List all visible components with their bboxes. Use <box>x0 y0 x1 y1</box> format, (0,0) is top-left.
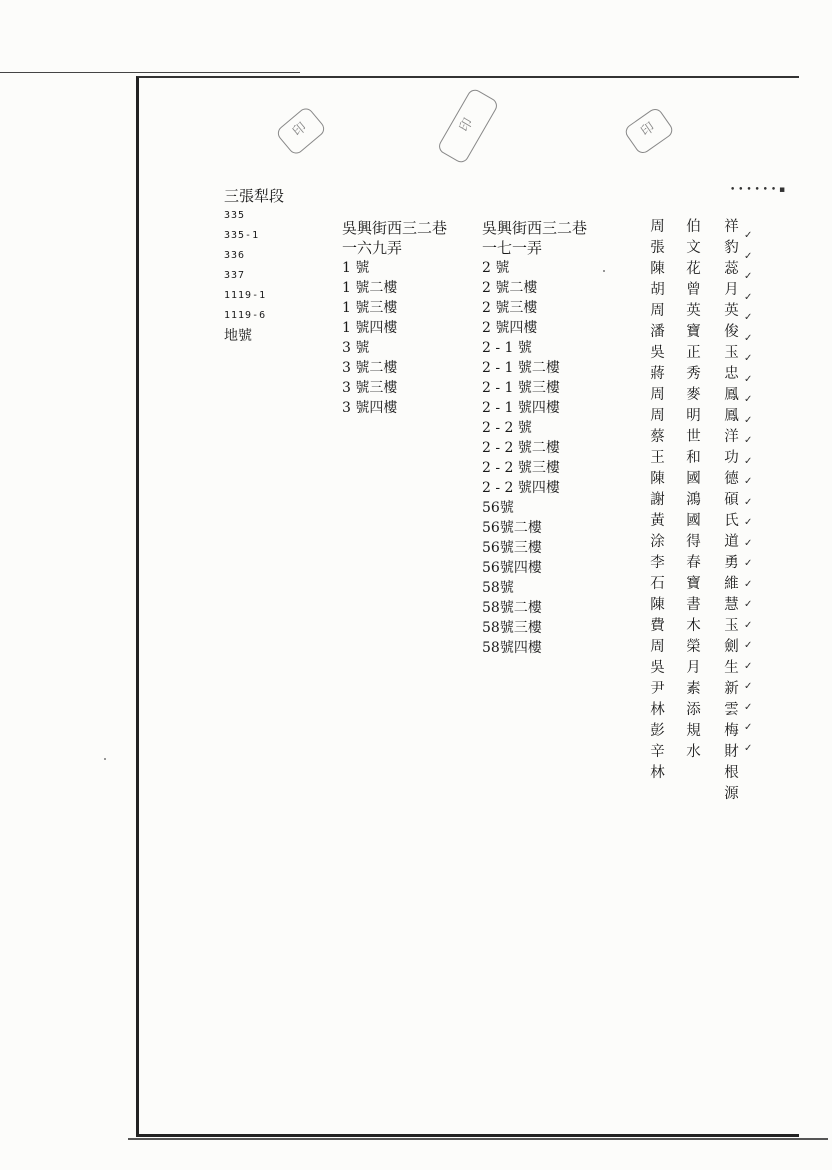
address-line: 3 號 <box>342 340 370 356</box>
address-line: 2 號二樓 <box>482 280 538 296</box>
corner-mark-icon: • • • • • • ▪ <box>730 185 786 195</box>
address-line: 1 號四樓 <box>342 320 398 336</box>
seal-stamp-icon: 印 <box>436 87 500 165</box>
address-line: 3 號二樓 <box>342 360 398 376</box>
address-line: 58號二樓 <box>482 600 542 616</box>
address-line: 2 - 1 號三樓 <box>482 380 560 396</box>
address-line: 56號二樓 <box>482 520 542 536</box>
address-line: 2 - 1 號二樓 <box>482 360 560 376</box>
address-street: 吳興街西三二巷 <box>342 219 448 237</box>
address-line: 58號 <box>482 580 514 596</box>
scan-bottom-line <box>128 1138 828 1140</box>
checkmark-tick-icon: ✓ ✓ ✓ ✓ ✓ ✓ ✓ ✓ ✓ ✓ ✓ ✓ ✓ ✓ ✓ ✓ ✓ ✓ ✓ ✓ ✓ ✓ ✓ ✓ ✓ ✓ <box>744 230 753 754</box>
address-column-171 <box>482 218 587 658</box>
address-line: 56號四樓 <box>482 560 542 576</box>
address-line: 2 - 2 號二樓 <box>482 440 560 456</box>
plot-number: 1119-1 <box>224 290 267 301</box>
owner-given-name-column-1: 伯文花曾英寶正秀麥明世和國鴻國得春寶書木榮月素添規水 <box>684 218 700 764</box>
address-line: 58號三樓 <box>482 620 542 636</box>
address-street: 吳興街西三二巷 <box>482 219 588 237</box>
address-alley: 一七一弄 <box>482 239 543 257</box>
speck-mark <box>104 758 106 760</box>
seal-stamp-icon: 印 <box>275 105 328 157</box>
scan-edge-line <box>0 72 300 73</box>
address-line: 3 號三樓 <box>342 380 398 396</box>
address-line: 1 號三樓 <box>342 300 398 316</box>
address-line: 1 號 <box>342 260 370 276</box>
plot-number: 337 <box>224 270 246 281</box>
address-line: 2 - 2 號四樓 <box>482 480 560 496</box>
land-plot-column <box>224 186 284 346</box>
owner-given-name-column-2: 祥豹蕊月英俊玉忠鳳鳳洋功德碩氏道勇維慧玉劍生新雲梅財根源 <box>722 218 738 806</box>
address-line: 56號 <box>482 500 514 516</box>
address-line: 2 號三樓 <box>482 300 538 316</box>
address-line: 2 - 1 號四樓 <box>482 400 560 416</box>
address-line: 1 號二樓 <box>342 280 398 296</box>
plot-number: 336 <box>224 250 246 261</box>
plot-section-heading: 三張犁段 <box>224 187 285 205</box>
plot-footer-label: 地號 <box>224 328 252 344</box>
plot-number: 335 <box>224 210 246 221</box>
address-line: 3 號四樓 <box>342 400 398 416</box>
address-alley: 一六九弄 <box>342 239 403 257</box>
address-line: 2 - 2 號 <box>482 420 532 436</box>
plot-number: 335-1 <box>224 230 260 241</box>
address-line: 56號三樓 <box>482 540 542 556</box>
address-line: 2 號 <box>482 260 510 276</box>
plot-number: 1119-6 <box>224 310 267 321</box>
address-line: 2 - 2 號三樓 <box>482 460 560 476</box>
seal-stamp-icon: 印 <box>623 106 676 156</box>
owner-surname-column: 周張陳胡周潘吳蔣周周蔡王陳謝黃涂李石陳費周吳尹林彭辛林 <box>648 218 664 785</box>
speck-mark <box>603 270 605 272</box>
address-column-169 <box>342 218 447 418</box>
address-line: 2 號四樓 <box>482 320 538 336</box>
address-line: 58號四樓 <box>482 640 542 656</box>
address-line: 2 - 1 號 <box>482 340 532 356</box>
